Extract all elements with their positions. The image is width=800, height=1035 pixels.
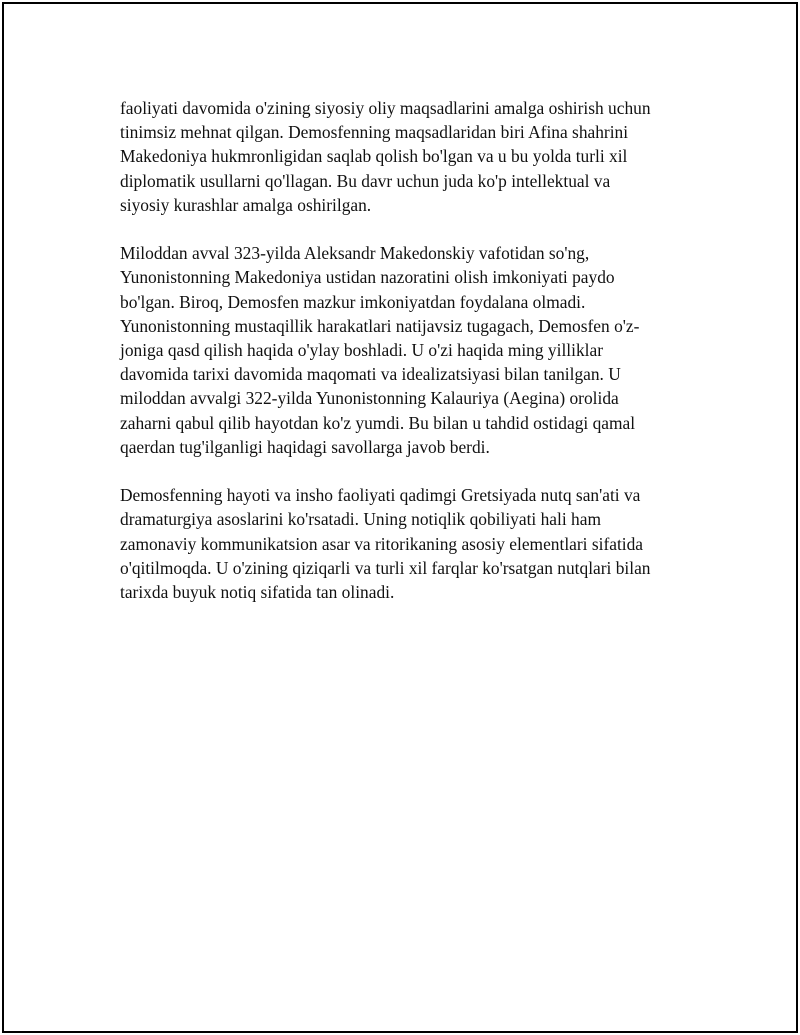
paragraph: [120, 96, 690, 217]
text-line: Makedoniya hukmronligidan saqlab qolish bo'lgan va u bu yolda turli xil: [120, 146, 628, 167]
text-line: miloddan avvalgi 322-yilda Yunonistonning Kalauriya (Aegina) orolida: [120, 388, 619, 409]
document-body: [120, 96, 690, 628]
paragraph: [120, 241, 690, 459]
text-line: zamonaviy kommunikatsion asar va ritorikaning asosiy elementlari sifatida: [120, 533, 644, 554]
text-line: faoliyati davomida o'zining siyosiy oliy maqsadlarini amalga oshirish uchun: [120, 98, 651, 118]
text-line: tinimsiz mehnat qilgan. Demosfenning maqsadlaridan biri Afina shahrini: [120, 122, 629, 143]
document-page: [2, 2, 798, 1033]
text-line: joniga qasd qilish haqida o'ylay boshladi. U o'zi haqida ming yilliklar: [120, 340, 603, 361]
text-line: zaharni qabul qilib hayotdan ko'z yumdi. Bu bilan u tahdid ostidagi qamal: [120, 412, 636, 433]
text-line: qaerdan tug'ilganligi haqidagi savollarga javob berdi.: [120, 436, 490, 457]
text-line: o'qitilmoqda. U o'zining qiziqarli va turli xil farqlar ko'rsatgan nutqlari bilan: [120, 557, 651, 578]
text-line: diplomatik usullarni qo'llagan. Bu davr uchun juda ko'p intellektual va: [120, 170, 611, 191]
text-line: siyosiy kurashlar amalga oshirilgan.: [120, 194, 372, 215]
text-line: davomida tarixi davomida maqomati va idealizatsiyasi bilan tanilgan. U: [120, 364, 621, 385]
paragraph: [120, 483, 690, 604]
text-line: Demosfenning hayoti va insho faoliyati qadimgi Gretsiyada nutq san'ati va: [120, 485, 641, 506]
text-line: dramaturgiya asoslarini ko'rsatadi. Uning notiqlik qobiliyati hali ham: [120, 509, 601, 530]
text-line: tarixda buyuk notiq sifatida tan olinadi.: [120, 582, 395, 603]
text-line: Yunonistonning Makedoniya ustidan nazoratini olish imkoniyati paydo: [120, 267, 615, 288]
text-line: Miloddan avval 323-yilda Aleksandr Makedonskiy vafotidan so'ng,: [120, 243, 590, 264]
text-line: bo'lgan. Biroq, Demosfen mazkur imkoniyatdan foydalana olmadi.: [120, 291, 586, 312]
text-line: Yunonistonning mustaqillik harakatlari natijavsiz tugagach, Demosfen o'z-: [120, 315, 640, 336]
